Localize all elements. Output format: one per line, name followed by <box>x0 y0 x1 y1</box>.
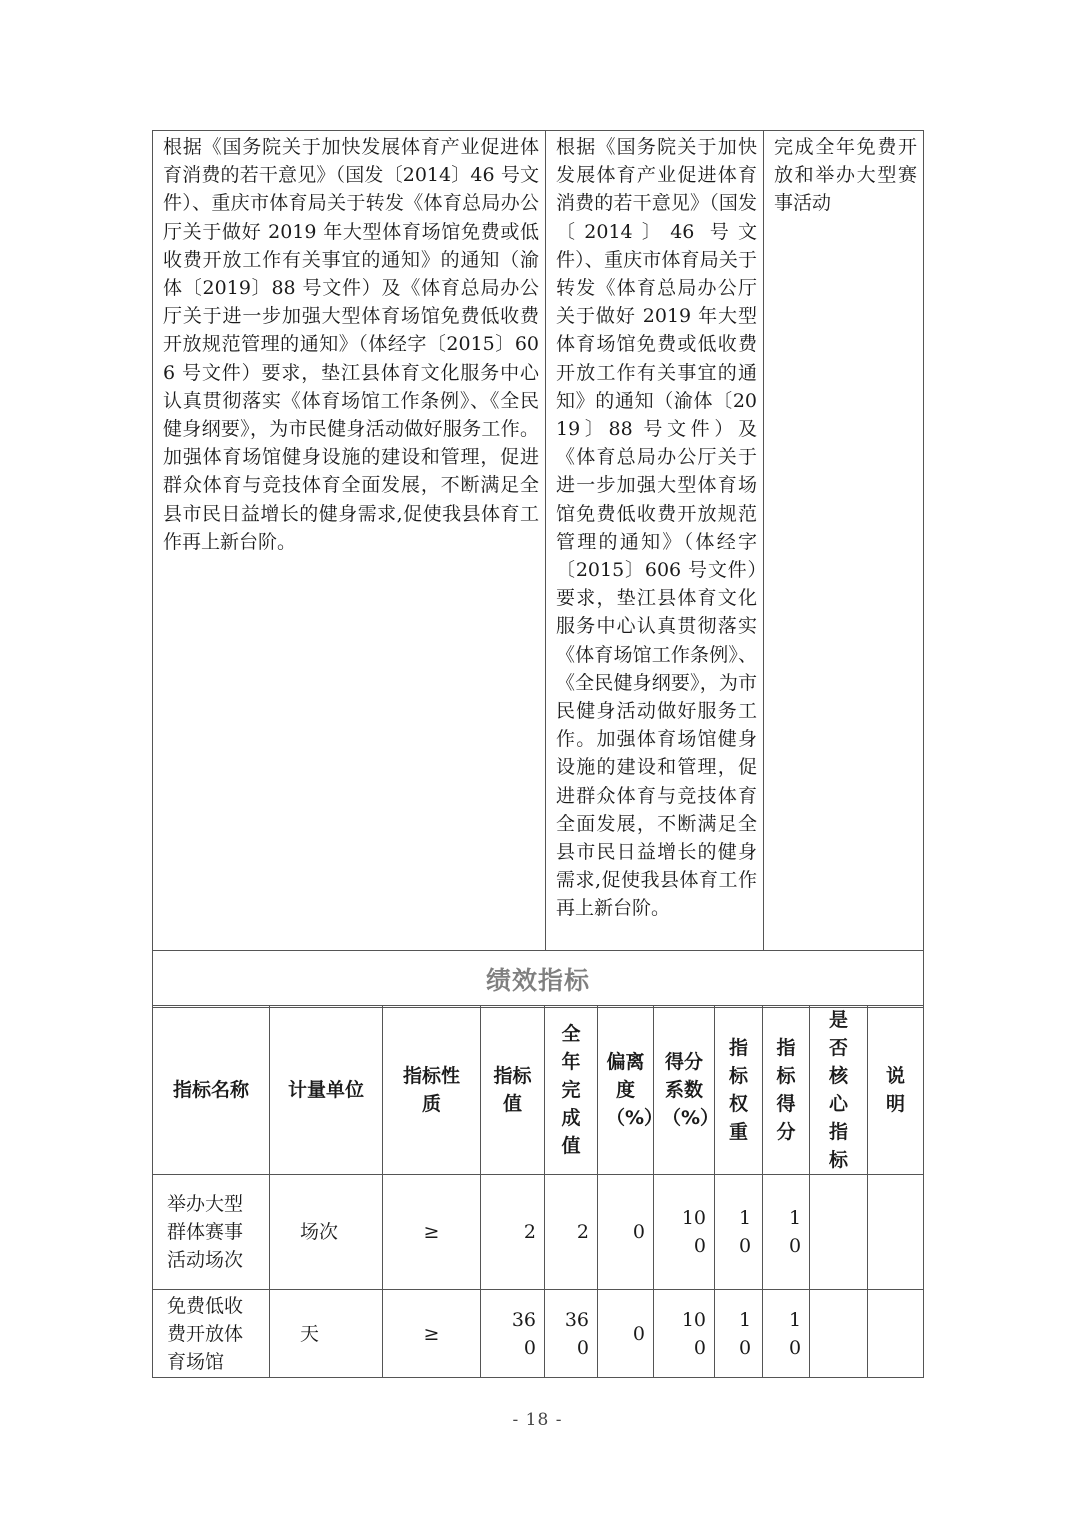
indicator-name: 举办大型群体赛事活动场次 <box>153 1175 270 1290</box>
indicator-nature: ≥ <box>383 1175 481 1290</box>
indicator-is-core <box>810 1290 868 1378</box>
indicator-score: 10 <box>763 1175 810 1290</box>
indicator-score: 10 <box>763 1290 810 1378</box>
indicator-actual: 2 <box>545 1175 598 1290</box>
completion-text: 完成全年免费开放和举办大型赛事活动 <box>774 136 917 215</box>
indicator-target: 2 <box>481 1175 545 1290</box>
basis-text-repeat: 根据《国务院关于加快发展体育产业促进体育消费的若干意见》（国发〔2014〕46 号文件）、重庆市体育局关于转发《体育总局办公厅关于做好 2019 年大型体育场馆免费或低收费开放工作有关事宜的通知》的通知（渝体〔2019〕88 号文件）及《体育总局办公厅关于进一步加强大型体育场馆免费低收费开放规范管理的通知》（体经字〔2015〕606 号文件）要求，垫江县体育文化服务中心认真贯彻落实《体育场馆工作条例》、《全民健身纲要》，为市民健身活动做好服务工作。加强体育场馆健身设施的建设和管理，促进群众体育与竞技体育全面发展，不断满足全县市民日益增长的健身需求,促使我县体育工作再上新台阶。 <box>556 136 757 920</box>
performance-section-title: 绩效指标 <box>153 951 924 1008</box>
page-number: - 18 - <box>512 1410 563 1430</box>
header-score: 指标得分 <box>763 1006 810 1175</box>
header-weight: 指标权重 <box>715 1006 763 1175</box>
header-actual: 全年完成值 <box>545 1006 598 1175</box>
indicator-unit: 场次 <box>270 1175 383 1290</box>
indicator-name: 免费低收费开放体育场馆 <box>153 1290 270 1378</box>
indicator-deviation: 0 <box>598 1290 654 1378</box>
policy-basis-table <box>152 130 924 1008</box>
table-row <box>153 1290 924 1378</box>
indicator-note <box>868 1175 924 1290</box>
header-nature: 指标性质 <box>383 1006 481 1175</box>
indicator-unit: 天 <box>270 1290 383 1378</box>
indicator-actual: 360 <box>545 1290 598 1378</box>
header-target: 指标值 <box>481 1006 545 1175</box>
indicator-nature: ≥ <box>383 1290 481 1378</box>
indicator-coefficient: 100 <box>654 1175 715 1290</box>
indicator-deviation: 0 <box>598 1175 654 1290</box>
basis-cell <box>153 131 546 951</box>
indicator-coefficient: 100 <box>654 1290 715 1378</box>
header-unit: 计量单位 <box>270 1006 383 1175</box>
indicator-note <box>868 1290 924 1378</box>
header-note: 说明 <box>868 1006 924 1175</box>
indicator-target: 360 <box>481 1290 545 1378</box>
header-deviation: 偏离度（%） <box>598 1006 654 1175</box>
header-coefficient: 得分系数（%） <box>654 1006 715 1175</box>
indicator-weight: 10 <box>715 1290 763 1378</box>
table-row <box>153 1175 924 1290</box>
header-is-core: 是否核心指标 <box>810 1006 868 1175</box>
indicator-is-core <box>810 1175 868 1290</box>
basis-text: 根据《国务院关于加快发展体育产业促进体育消费的若干意见》（国发〔2014〕46 号文件）、重庆市体育局关于转发《体育总局办公厅关于做好 2019 年大型体育场馆免费或低收费开放工作有关事宜的通知》的通知（渝体〔2019〕88 号文件）及《体育总局办公厅关于进一步加强大型体育场馆免费低收费开放规范管理的通知》（体经字〔2015〕606 号文件）要求，垫江县体育文化服务中心认真贯彻落实《体育场馆工作条例》、《全民健身纲要》，为市民健身活动做好服务工作。加强体育场馆健身设施的建设和管理，促进群众体育与竞技体育全面发展，不断满足全县市民日益增长的健身需求,促使我县体育工作再上新台阶。 <box>163 136 539 553</box>
header-name: 指标名称 <box>153 1006 270 1175</box>
performance-header-row <box>153 1006 924 1175</box>
performance-table <box>152 1005 924 1378</box>
basis-cell-repeat <box>546 131 764 951</box>
completion-cell <box>764 131 924 951</box>
indicator-weight: 10 <box>715 1175 763 1290</box>
